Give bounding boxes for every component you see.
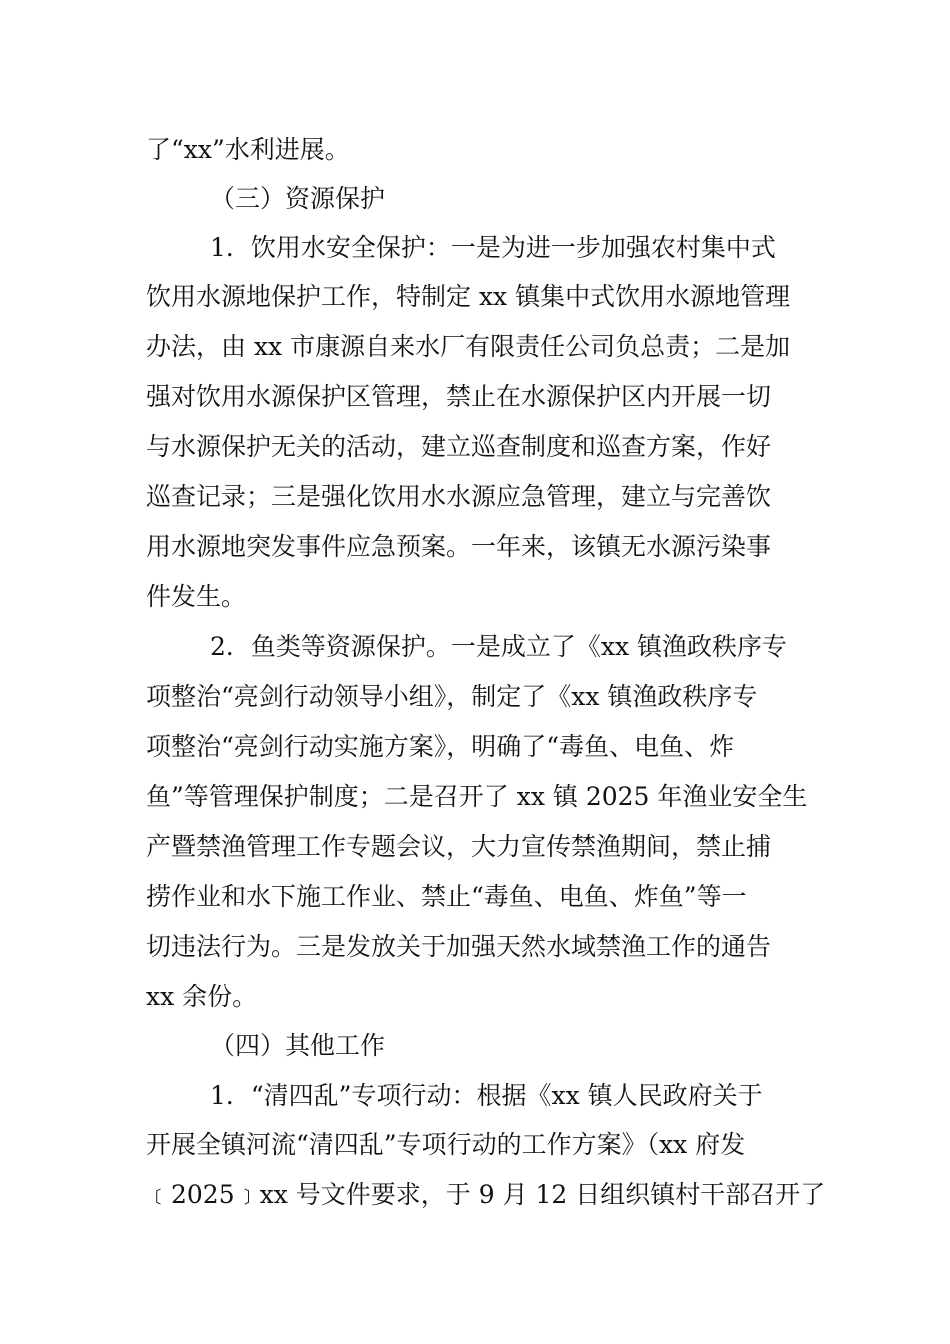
section-heading: （三）资源保护 — [210, 184, 386, 213]
text-line: 鱼”等管理保护制度；二是召开了 xx 镇 2025 年渔业安全生 — [146, 782, 808, 811]
text-line: 了“xx”水利进展。 — [146, 135, 350, 164]
text-line: 1．“清四乱”专项行动：根据《xx 镇人民政府关于 — [210, 1081, 763, 1110]
text-line: 捞作业和水下施工作业、禁止“毒鱼、电鱼、炸鱼”等一 — [146, 882, 747, 911]
text-line: 项整治“亮剑行动实施方案》，明确了“毒鱼、电鱼、炸 — [146, 732, 735, 761]
text-line: 巡查记录；三是强化饮用水水源应急管理，建立与完善饮 — [146, 482, 772, 511]
text-line: 1．饮用水安全保护：一是为进一步加强农村集中式 — [210, 233, 776, 262]
text-line: 办法，由 xx 市康源自来水厂有限责任公司负总责；二是加 — [146, 332, 791, 361]
text-line: 用水源地突发事件应急预案。一年来，该镇无水源污染事 — [146, 532, 772, 561]
text-line: 与水源保护无关的活动，建立巡查制度和巡查方案，作好 — [146, 432, 772, 461]
section-heading: （四）其他工作 — [210, 1031, 386, 1060]
text-line: 件发生。 — [146, 582, 247, 611]
text-line: 饮用水源地保护工作，特制定 xx 镇集中式饮用水源地管理 — [146, 282, 791, 311]
text-line: 项整治“亮剑行动领导小组》，制定了《xx 镇渔政秩序专 — [146, 682, 758, 711]
text-line: xx 余份。 — [146, 982, 258, 1011]
text-line: 切违法行为。三是发放关于加强天然水域禁渔工作的通告 — [146, 932, 772, 961]
text-line: 开展全镇河流“清四乱”专项行动的工作方案》（xx 府发 — [146, 1130, 746, 1159]
text-line: 产暨禁渔管理工作专题会议，大力宣传禁渔期间，禁止捕 — [146, 832, 772, 861]
text-line: 强对饮用水源保护区管理，禁止在水源保护区内开展一切 — [146, 382, 772, 411]
text-line: ﹝2025﹞xx 号文件要求，于 9 月 12 日组织镇村干部召开了 — [146, 1180, 826, 1209]
text-line: 2．鱼类等资源保护。一是成立了《xx 镇渔政秩序专 — [210, 632, 788, 661]
